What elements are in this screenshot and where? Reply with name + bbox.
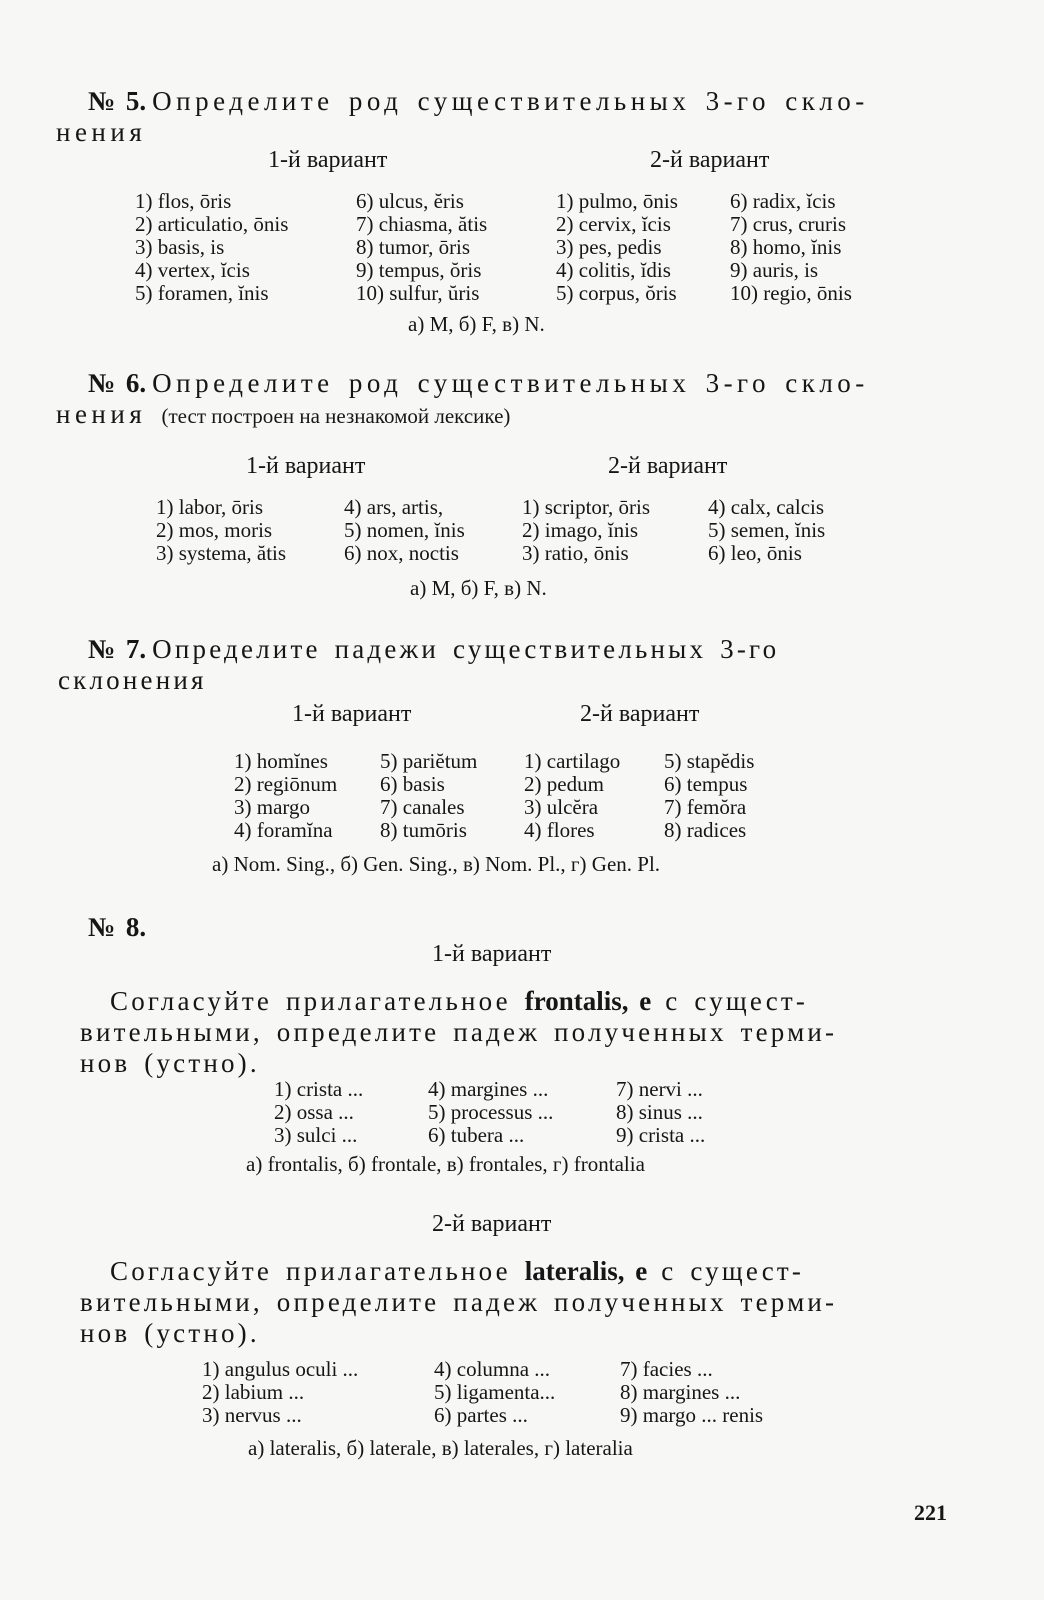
ex8-task2 xyxy=(80,1256,960,1349)
ex6-item: 3) ratio, ōnis xyxy=(522,541,629,565)
ex7-item: 1) homĭnes xyxy=(234,749,328,773)
ex8-v1-answers: а) frontalis, б) frontale, в) frontales, г) frontalia xyxy=(246,1152,645,1176)
ex7-col1 xyxy=(234,750,337,842)
ex8-item: 6) partes ... xyxy=(434,1403,528,1427)
ex8-item: 2) labium ... xyxy=(202,1380,305,1404)
ex8-v2-col1 xyxy=(202,1358,358,1427)
ex8-item: 8) margines ... xyxy=(620,1380,741,1404)
ex8-v1-col2 xyxy=(428,1078,553,1147)
ex8-v2-col2 xyxy=(434,1358,555,1427)
ex8-task2-line1b: с сущест- xyxy=(661,1256,805,1286)
ex6-item: 5) nomen, ĭnis xyxy=(344,518,465,542)
ex5-item: 4) colitis, ĭdis xyxy=(556,258,671,282)
ex8-v1-col3 xyxy=(616,1078,705,1147)
ex8-item: 7) facies ... xyxy=(620,1357,713,1381)
page-number: 221 xyxy=(914,1500,947,1525)
ex5-heading xyxy=(56,86,968,148)
ex6-item: 6) nox, noctis xyxy=(344,541,459,565)
ex6-col4 xyxy=(708,496,825,565)
ex8-v1-col1 xyxy=(274,1078,363,1147)
ex5-item: 3) pes, pedis xyxy=(556,235,662,259)
ex7-item: 1) cartilago xyxy=(524,749,621,773)
ex8-item: 8) sinus ... xyxy=(616,1100,703,1124)
ex5-item: 10) regio, ōnis xyxy=(730,281,852,305)
ex7-item: 3) margo xyxy=(234,795,311,819)
ex7-variant2-label: 2-й вариант xyxy=(580,701,700,727)
ex5-item: 10) sulfur, ŭris xyxy=(356,281,480,305)
ex5-item: 2) articulatio, ōnis xyxy=(135,212,289,236)
ex5-item: 8) tumor, ōris xyxy=(356,235,471,259)
ex7-number: № 7. xyxy=(88,634,147,664)
ex7-item: 7) canales xyxy=(380,795,465,819)
ex7-col2 xyxy=(380,750,477,842)
ex8-task1-line3: нов (устно). xyxy=(80,1048,260,1078)
ex5-item: 6) radix, ĭcis xyxy=(730,189,836,213)
ex8-item: 7) nervi ... xyxy=(616,1077,703,1101)
ex7-item: 5) pariĕtum xyxy=(380,749,478,773)
ex8-heading xyxy=(88,912,968,943)
ex6-item: 2) mos, moris xyxy=(156,518,273,542)
ex8-task1-adjective: frontalis, e xyxy=(524,986,652,1016)
ex7-answers: а) Nom. Sing., б) Gen. Sing., в) Nom. Pl., г) Gen. Pl. xyxy=(212,852,661,876)
ex7-item: 8) radices xyxy=(664,818,747,842)
ex8-task1-line1a: Согласуйте прилагательное xyxy=(110,986,511,1016)
ex7-item: 8) tumōris xyxy=(380,818,467,842)
ex6-item: 4) calx, calcis xyxy=(708,495,825,519)
ex8-task2-line3: нов (устно). xyxy=(80,1318,260,1348)
ex6-heading xyxy=(56,368,968,432)
ex8-variant2-label: 2-й вариант xyxy=(432,1211,552,1237)
ex7-item: 4) foramĭna xyxy=(234,818,333,842)
ex5-variant1-label: 1-й вариант xyxy=(268,147,388,173)
ex7-item: 3) ulcĕra xyxy=(524,795,599,819)
ex7-item: 6) basis xyxy=(380,772,445,796)
ex8-task2-line2: вительными, определите падеж полученных терми- xyxy=(80,1287,838,1317)
ex6-col3 xyxy=(522,496,650,565)
ex7-item: 2) pedum xyxy=(524,772,604,796)
ex5-item: 5) corpus, ŏris xyxy=(556,281,677,305)
ex6-item: 4) ars, artis, xyxy=(344,495,444,519)
ex5-number: № 5. xyxy=(88,86,147,116)
ex5-title-line1: Определите род существительных 3-го скло- xyxy=(152,86,869,116)
ex7-title-line2: склонения xyxy=(58,665,207,695)
ex5-item: 5) foramen, ĭnis xyxy=(135,281,269,305)
ex8-number: № 8. xyxy=(88,912,147,942)
ex7-item: 4) flores xyxy=(524,818,595,842)
ex5-answers: а) M, б) F, в) N. xyxy=(408,312,545,336)
ex8-item: 9) crista ... xyxy=(616,1123,706,1147)
ex5-item: 6) ulcus, ĕris xyxy=(356,189,464,213)
ex6-answers: а) M, б) F, в) N. xyxy=(410,576,547,600)
ex6-item: 1) labor, ōris xyxy=(156,495,264,519)
ex7-item: 5) stapĕdis xyxy=(664,749,755,773)
ex7-item: 2) regiōnum xyxy=(234,772,338,796)
ex8-item: 3) sulci ... xyxy=(274,1123,358,1147)
ex8-task1-line2: вительными, определите падеж полученных терми- xyxy=(80,1017,838,1047)
ex7-title-line1: Определите падежи существительных 3-го xyxy=(152,634,780,664)
ex8-v2-answers: а) lateralis, б) laterale, в) laterales, г) lateralia xyxy=(248,1436,633,1460)
ex5-item: 1) pulmo, ōnis xyxy=(556,189,678,213)
ex6-item: 1) scriptor, ōris xyxy=(522,495,651,519)
ex5-col3 xyxy=(556,190,678,305)
ex7-heading xyxy=(58,634,968,696)
ex6-variant1-label: 1-й вариант xyxy=(246,453,366,479)
ex5-variant2-label: 2-й вариант xyxy=(650,147,770,173)
ex5-item: 7) crus, cruris xyxy=(730,212,847,236)
ex5-item: 2) cervix, ĭcis xyxy=(556,212,671,236)
ex5-item: 9) auris, is xyxy=(730,258,819,282)
ex5-col4 xyxy=(730,190,852,305)
ex8-task1-line1b: с сущест- xyxy=(665,986,809,1016)
ex6-number: № 6. xyxy=(88,368,147,398)
ex5-item: 1) flos, ōris xyxy=(135,189,232,213)
ex6-item: 5) semen, ĭnis xyxy=(708,518,826,542)
ex8-task2-line1a: Согласуйте прилагательное xyxy=(110,1256,511,1286)
ex8-item: 5) processus ... xyxy=(428,1100,554,1124)
ex8-item: 1) angulus oculi ... xyxy=(202,1357,359,1381)
ex5-item: 7) chiasma, ătis xyxy=(356,212,488,236)
ex8-item: 3) nervus ... xyxy=(202,1403,302,1427)
ex6-item: 6) leo, ōnis xyxy=(708,541,802,565)
ex6-item: 2) imago, ĭnis xyxy=(522,518,639,542)
ex8-task1 xyxy=(80,986,960,1079)
ex5-item: 4) vertex, ĭcis xyxy=(135,258,250,282)
ex8-item: 4) columna ... xyxy=(434,1357,551,1381)
ex8-item: 1) crista ... xyxy=(274,1077,364,1101)
ex5-col1 xyxy=(135,190,288,305)
ex6-item: 3) systema, ătis xyxy=(156,541,287,565)
ex5-item: 9) tempus, ŏris xyxy=(356,258,482,282)
ex8-item: 9) margo ... renis xyxy=(620,1403,764,1427)
ex8-v2-col3 xyxy=(620,1358,763,1427)
ex8-item: 2) ossa ... xyxy=(274,1100,354,1124)
ex7-col4 xyxy=(664,750,754,842)
ex5-col2 xyxy=(356,190,487,305)
ex6-variant2-label: 2-й вариант xyxy=(608,453,728,479)
ex7-variant1-label: 1-й вариант xyxy=(292,701,412,727)
ex6-title-line1: Определите род существительных 3-го скло- xyxy=(152,368,869,398)
ex8-item: 4) margines ... xyxy=(428,1077,549,1101)
ex5-item: 8) homo, ĭnis xyxy=(730,235,842,259)
ex8-task2-adjective: lateralis, e xyxy=(524,1256,648,1286)
ex7-item: 6) tempus xyxy=(664,772,748,796)
ex6-title-line2: нения xyxy=(56,399,147,429)
ex8-variant1-label: 1-й вариант xyxy=(432,941,552,967)
ex6-col2 xyxy=(344,496,465,565)
ex6-note: (тест построен на незнакомой лексике) xyxy=(161,404,511,428)
ex8-item: 6) tubera ... xyxy=(428,1123,525,1147)
ex8-item: 5) ligamenta... xyxy=(434,1380,556,1404)
ex7-col3 xyxy=(524,750,620,842)
ex5-item: 3) basis, is xyxy=(135,235,225,259)
ex6-col1 xyxy=(156,496,286,565)
ex5-title-line2: нения xyxy=(56,117,147,147)
ex7-item: 7) femŏra xyxy=(664,795,747,819)
